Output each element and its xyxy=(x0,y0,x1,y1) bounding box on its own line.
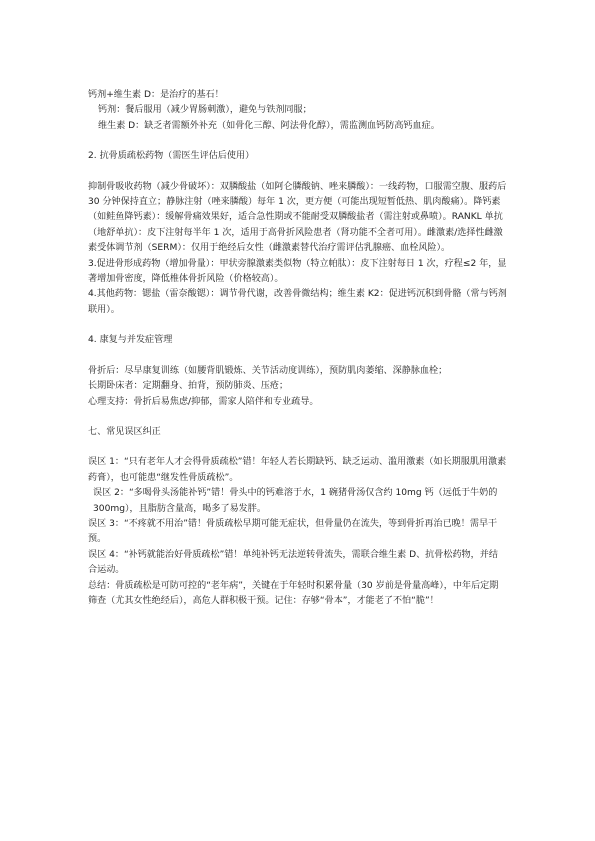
section-heading-drugs: 2. 抗骨质疏松药物（需医生评估后使用） xyxy=(88,151,255,162)
drugs-section xyxy=(88,180,507,319)
summary-paragraph: 总结：骨质疏松是可防可控的“老年病”，关键在于年轻时积累骨量（30 岁前是骨量高峰），中年后定期筛查（尤其女性绝经后），高危人群积极干预。记住：存够“骨本”，才能老了不怕“脆”！ xyxy=(88,580,499,606)
myth-item-1: 误区 1：“只有老年人才会得骨质疏松”错！年轻人若长期缺钙、缺乏运动、滥用激素（如长期服肌用激素药膏），也可能患“继发性骨质疏松”。 xyxy=(88,457,507,483)
vitamin-d-item: 维生素 D：缺乏者需额外补充（如骨化三醇、阿法骨化醇），需监测血钙防高钙血症。 xyxy=(98,120,440,131)
section-heading-rehab: 4. 康复与并发症管理 xyxy=(88,335,173,346)
myths-section xyxy=(88,455,507,609)
calcium-item: 钙剂：餐后服用（减少胃肠刺激），避免与铁剂同服； xyxy=(98,105,312,116)
rehab-fracture-item: 骨折后：尽早康复训练（如腰背肌锻炼、关节活动度训练），预防肌肉萎缩、深静脉血栓； xyxy=(88,365,448,376)
resorption-drugs-paragraph: 抑制骨吸收药物（减少骨破坏）：双膦酸盐（如阿仑膦酸钠、唑来膦酸）：一线药物，口服需空腹、服药后 30 分钟保持直立；静脉注射（唑来膦酸）每年 1 次，更方便（可能出现短暂低热、肌肉酸痛）。降钙素（如鲑鱼降钙素）：缓解骨痛效果好，适合急性期或不能耐受双膦酸盐者（需注射或鼻喷）。RANKL 单抗（地舒单抗）：皮下注射每半年 1 次，适用于高骨折风险患者（肾功能不全者可用）。雌激素/选择性雌激素受体调节剂（SERM）：仅用于绝经后女性（雌激素替代治疗需评估乳腺癌、血栓风险）。 xyxy=(88,181,507,254)
other-drugs-paragraph: 4.其他药物：锶盐（雷奈酸锶）：调节骨代谢，改善骨微结构；维生素 K2：促进钙沉积到骨骼（常与钙剂联用）。 xyxy=(88,289,507,315)
calcium-section xyxy=(88,88,507,134)
myth-item-3: 误区 3：“不疼就不用治”错！骨质疏松早期可能无症状，但骨量仍在流失，等到骨折再治已晚！需早干预。 xyxy=(88,518,498,545)
myth-item-4: 误区 4：“补钙就能治好骨质疏松”错！单纯补钙无法逆转骨流失，需联合维生素 D、抗骨松药物，并结合运动。 xyxy=(88,549,498,576)
rehab-bedridden-item: 长期卧床者：定期翻身、拍背，预防肺炎、压疮； xyxy=(88,381,289,392)
rehab-mental-item: 心理支持：骨折后易焦虑/抑郁，需家人陪伴和专业疏导。 xyxy=(88,396,319,407)
rehab-section xyxy=(88,364,507,410)
section-heading-myths: 七、常见误区纠正 xyxy=(88,426,161,437)
calcium-intro: 钙剂+维生素 D：是治疗的基石！ xyxy=(88,90,224,100)
myth-item-2: 误区 2：“多喝骨头汤能补钙”错！骨头中的钙难溶于水，1 碗猪骨汤仅含约 10mg 钙（远低于牛奶的 300mg），且脂肪含量高，喝多了易发胖。 xyxy=(93,488,498,514)
formation-drugs-paragraph: 3.促进骨形成药物（增加骨量）：甲状旁腺激素类似物（特立帕肽）：皮下注射每日 1 次，疗程≤2 年，显著增加骨密度，降低椎体骨折风险（价格较高）。 xyxy=(88,258,507,285)
